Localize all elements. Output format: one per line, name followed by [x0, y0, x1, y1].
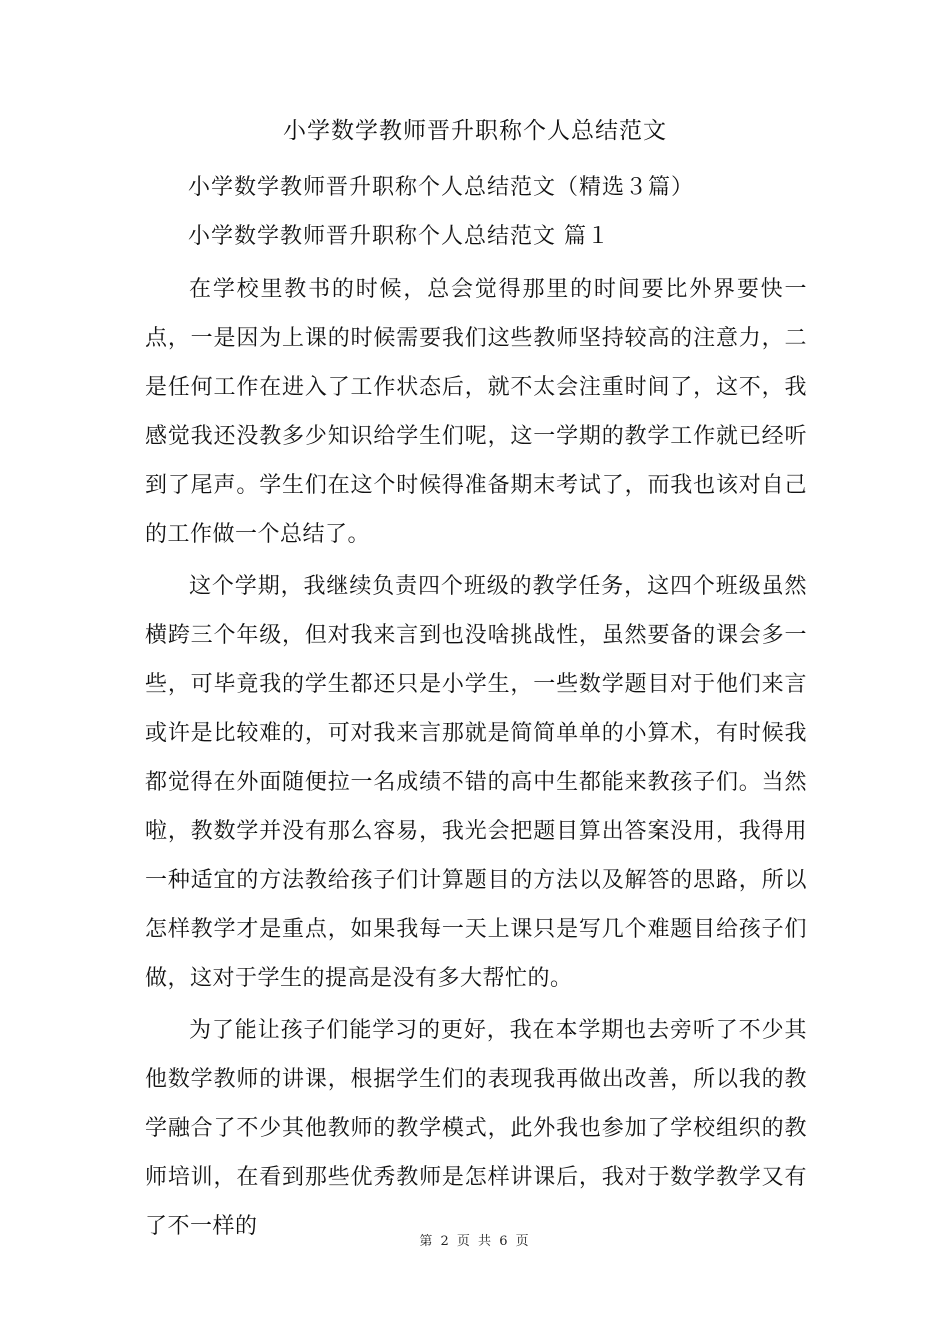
paragraph-2: 这个学期，我继续负责四个班级的教学任务，这四个班级虽然横跨三个年级，但对我来言到也没啥挑战性，虽然要备的课会多一些，可毕竟我的学生都还只是小学生，一些数学题目对于他们来言或许是比较难的，可对我来言那就是简简单单的小算术，有时候我都觉得在外面随便拉一名成绩不错的高中生都能来教孩子们。当然啦，教数学并没有那么容易，我光会把题目算出答案没用，我得用一种适宜的方法教给孩子们计算题目的方法以及解答的思路，所以怎样教学才是重点，如果我每一天上课只是写几个难题目给孩子们做，这对于学生的提高是没有多大帮忙的。: [145, 574, 807, 991]
body-text: [145, 265, 807, 1251]
page-footer: 第 2 页 共 6 页: [419, 1234, 531, 1249]
section-heading: 小学数学教师晋升职称个人总结范文 篇１: [188, 224, 610, 249]
document-subtitle: 小学数学教师晋升职称个人总结范文（精选３篇）: [188, 175, 695, 200]
paragraph-3: 为了能让孩子们能学习的更好，我在本学期也去旁听了不少其他数学教师的讲课，根据学生们的表现我再做出改善，所以我的教学融合了不少其他教师的教学模式，此外我也参加了学校组织的教师培训，在看到那些优秀教师是怎样讲课后，我对于数学教学又有了不一样的: [145, 1018, 807, 1239]
document-title: 小学数学教师晋升职称个人总结范文: [283, 118, 667, 144]
paragraph-1: 在学校里教书的时候，总会觉得那里的时间要比外界要快一点，一是因为上课的时候需要我们这些教师坚持较高的注意力，二是任何工作在进入了工作状态后，就不太会注重时间了，这不，我感觉我还没教多少知识给学生们呢，这一学期的教学工作就已经听到了尾声。学生们在这个时候得准备期末考试了，而我也该对自己的工作做一个总结了。: [145, 277, 807, 547]
